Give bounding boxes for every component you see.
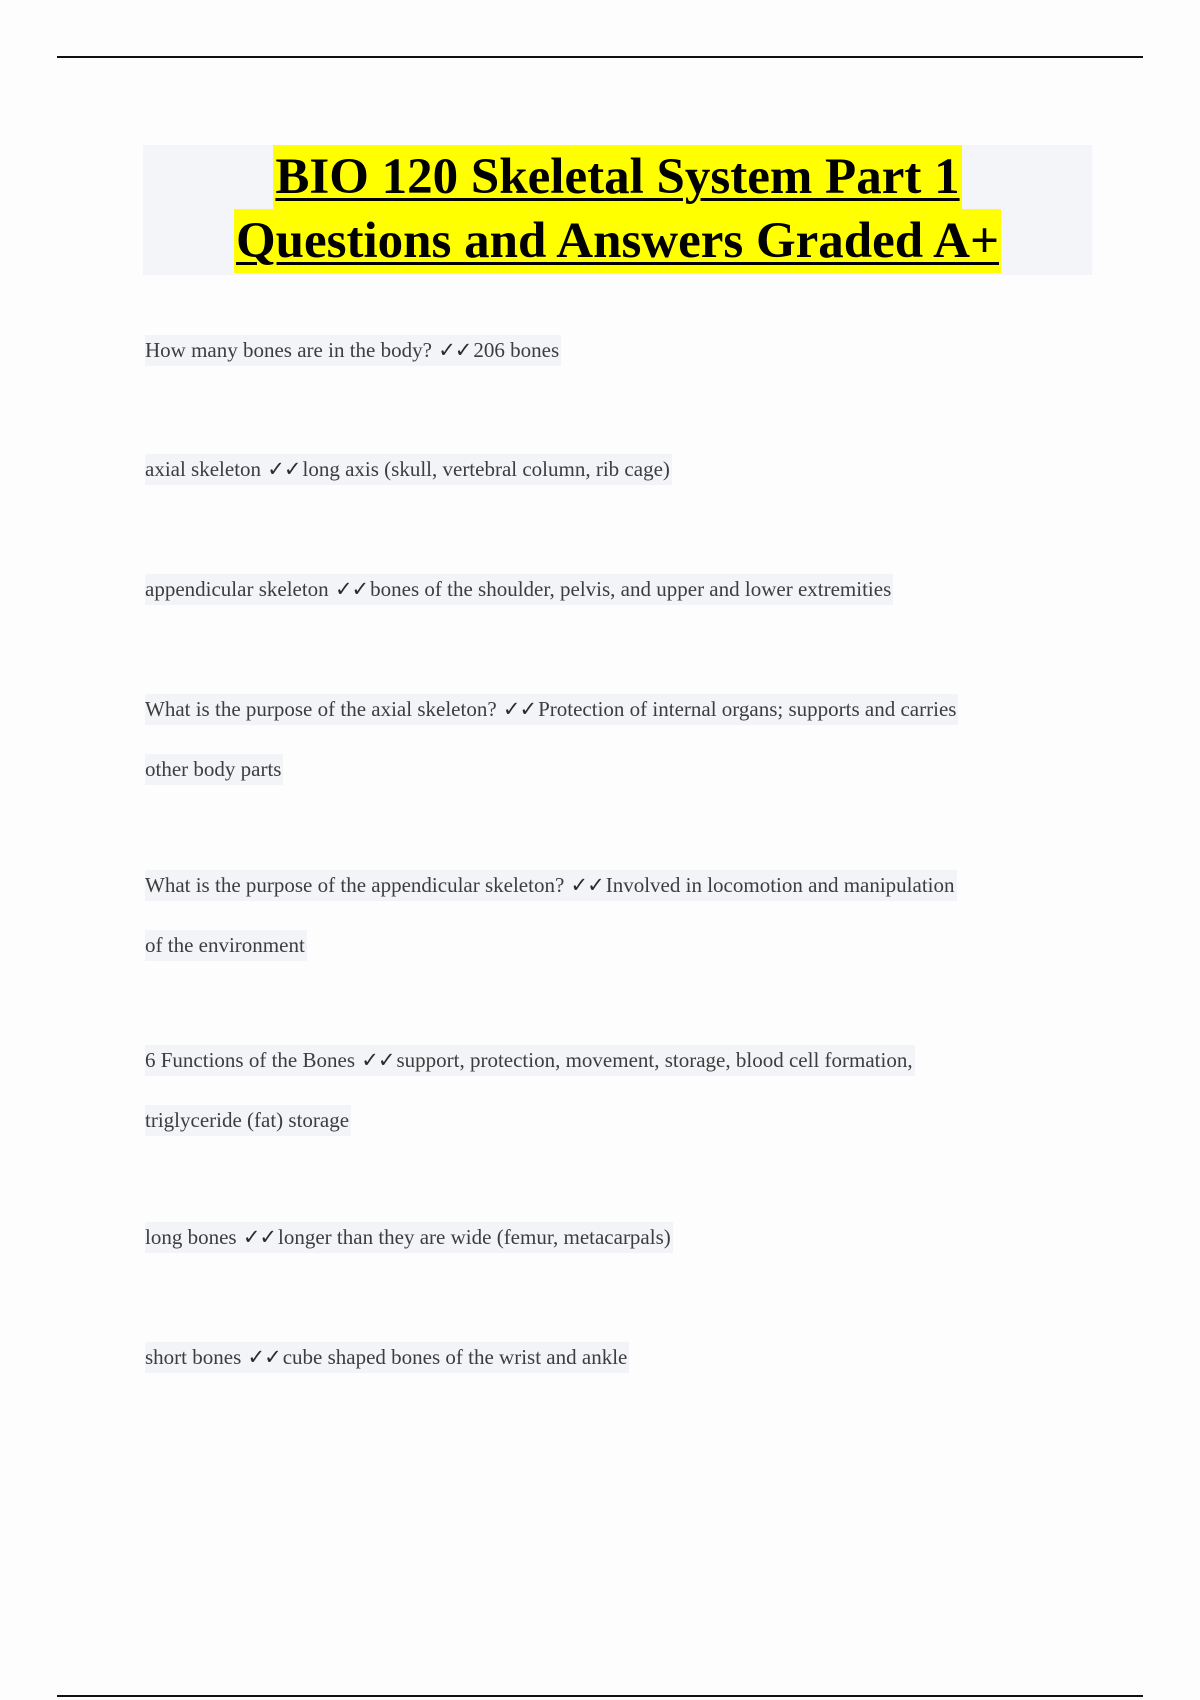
question-text: short bones [145,1345,242,1369]
bottom-rule [57,1695,1143,1697]
answer-text-continued: triglyceride (fat) storage [145,1108,350,1132]
question-text: long bones [145,1225,237,1249]
answer-text: longer than they are wide (femur, metacarpals) [278,1225,671,1249]
answer-text: cube shaped bones of the wrist and ankle [282,1345,628,1369]
question-text: How many bones are in the body? [145,338,432,362]
double-check-icon: ✓✓ [242,1225,277,1249]
answer-text: 206 bones [473,338,560,362]
qa-item-bone-count [145,320,561,380]
title-line-1: BIO 120 Skeletal System Part 1 [273,145,961,209]
qa-item-axial-purpose [145,679,958,799]
double-check-icon: ✓✓ [247,1345,281,1369]
document-title [143,145,1092,275]
qa-item-short-bones [145,1327,629,1387]
answer-text: support, protection, movement, storage, blood cell formation, [396,1048,913,1072]
double-check-icon: ✓✓ [361,1048,395,1072]
answer-text-continued: other body parts [145,757,282,781]
question-text: axial skeleton [145,457,262,481]
double-check-icon: ✓✓ [334,577,369,601]
double-check-icon: ✓✓ [570,873,604,897]
answer-text-continued: of the environment [145,933,305,957]
question-text: 6 Functions of the Bones [145,1048,355,1072]
qa-item-appendicular-skeleton [145,559,893,619]
answer-text: Involved in locomotion and manipulation [605,873,955,897]
double-check-icon: ✓✓ [438,338,472,362]
qa-item-long-bones [145,1207,673,1267]
question-text: What is the purpose of the appendicular skeleton? [145,873,565,897]
answer-text: long axis (skull, vertebral column, rib cage) [302,457,670,481]
qa-item-bone-functions [145,1030,915,1150]
answer-text: Protection of internal organs; supports and carries [538,697,957,721]
double-check-icon: ✓✓ [502,697,537,721]
question-text: What is the purpose of the axial skeleton? [145,697,497,721]
title-line-2: Questions and Answers Graded A+ [234,209,1001,273]
answer-text: bones of the shoulder, pelvis, and upper and lower extremities [370,577,892,601]
qa-item-appendicular-purpose [145,855,957,975]
top-rule [57,56,1143,58]
qa-item-axial-skeleton [145,439,672,499]
question-text: appendicular skeleton [145,577,329,601]
double-check-icon: ✓✓ [267,457,301,481]
